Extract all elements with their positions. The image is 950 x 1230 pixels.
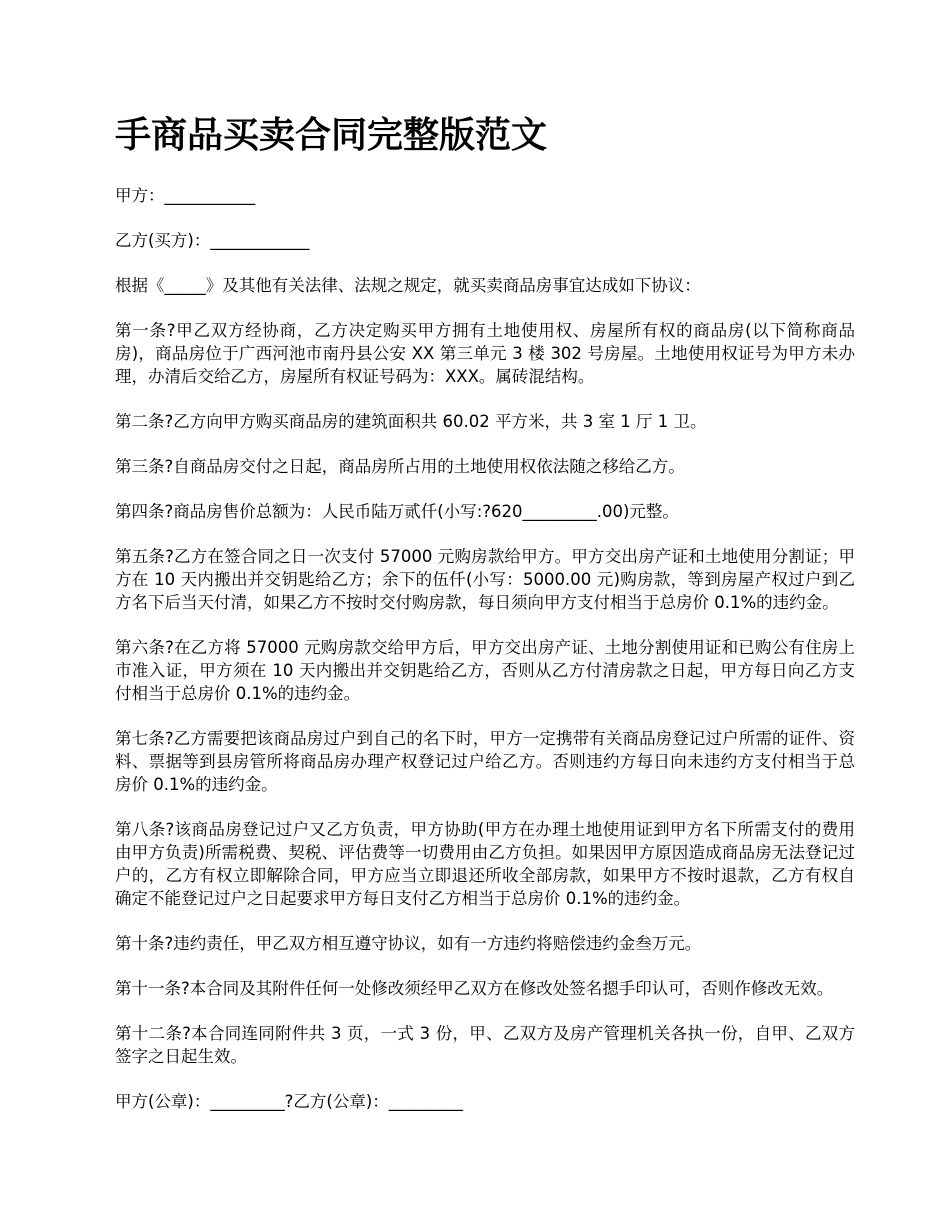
party-a-line: 甲方：___________ — [115, 186, 256, 205]
article-8-paragraph: 第八条?该商品房登记过户又乙方负责，甲方协助(甲方在办理土地使用证到甲方名下所需支付的费用由甲方负责)所需税费、契税、评估费等一切费用由乙方负担。如果因甲方原因造成商品房无法登记过户的，乙方有权立即解除合同，甲方应当立即退还所收全部房款，如果甲方不按时退款，乙方有权自确定不能登记过户之日起要求甲方每日支付乙方相当于总房价 0.1%的违约金。 — [115, 820, 855, 908]
article-10-paragraph: 第十条?违约责任，甲乙双方相互遵守协议，如有一方违约将赔偿违约金叁万元。 — [115, 934, 702, 953]
article-6-paragraph: 第六条?在乙方将 57000 元购房款交给甲方后，甲方交出房产证、土地分割使用证和已购公有住房上市准入证，甲方须在 10 天内搬出并交钥匙给乙方，否则从乙方付清房款之日起，甲方每日向乙方支付相当于总房价 0.1%的违约金。 — [115, 638, 855, 703]
article-4-paragraph: 第四条?商品房售价总额为：人民币陆万贰仟(小写:?620_________.00)元整。 — [115, 502, 679, 521]
article-12-paragraph: 第十二条?本合同连同附件共 3 页，一式 3 份，甲、乙双方及房产管理机关各执一份，自甲、乙双方签字之日起生效。 — [115, 1024, 855, 1066]
signature-line: 甲方(公章)：_________?乙方(公章)：_________ — [115, 1092, 464, 1111]
article-5-paragraph: 第五条?乙方在签合同之日一次支付 57000 元购房款给甲方。甲方交出房产证和土地使用分割证；甲方在 10 天内搬出并交钥匙给乙方；余下的伍仟(小写：5000.00 元)购房款，等到房屋产权过户到乙方名下后当天付清，如果乙方不按时交付购房款，每日须向甲方支付相当于总房价 0.1%的违约金。 — [115, 547, 855, 612]
article-7-paragraph: 第七条?乙方需要把该商品房过户到自己的名下时，甲方一定携带有关商品房登记过户所需的证件、资料、票据等到县房管所将商品房办理产权登记过户给乙方。否则违约方每日向未违约方支付相当于总房价 0.1%的违约金。 — [115, 729, 855, 794]
party-b-line: 乙方(买方)：____________ — [115, 231, 310, 250]
article-2-paragraph: 第二条?乙方向甲方购买商品房的建筑面积共 60.02 平方米，共 3 室 1 厅 1 卫。 — [115, 412, 707, 431]
document-title: 手商品买卖合同完整版范文 — [115, 115, 548, 156]
article-11-paragraph: 第十一条?本合同及其附件任何一处修改须经甲乙双方在修改处签名摁手印认可，否则作修改无效。 — [115, 979, 834, 998]
article-1-paragraph: 第一条?甲乙双方经协商，乙方决定购买甲方拥有土地使用权、房屋所有权的商品房(以下简称商品房)，商品房位于广西河池市南丹县公安 XX 第三单元 3 楼 302 号房屋。土地使用权证号为甲方未办理，办清后交给乙方，房屋所有权证号码为：XXX。属砖混结构。 — [115, 321, 855, 386]
preamble-paragraph: 根据《_____》及其他有关法律、法规之规定，就买卖商品房事宜达成如下协议： — [115, 276, 701, 295]
article-3-paragraph: 第三条?自商品房交付之日起，商品房所占用的土地使用权依法随之移给乙方。 — [115, 457, 685, 476]
document-page — [115, 110, 855, 1135]
